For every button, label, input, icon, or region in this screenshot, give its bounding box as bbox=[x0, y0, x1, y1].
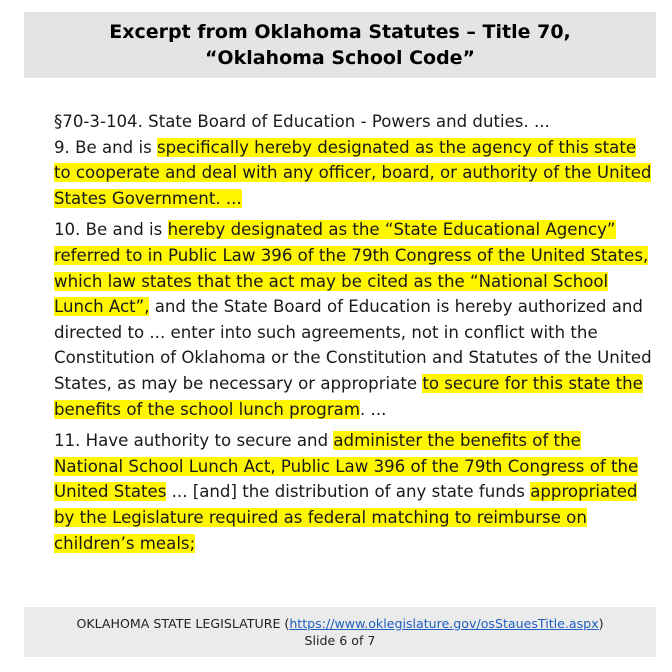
source-close: ) bbox=[598, 616, 604, 631]
item-9-lead: 9. Be and is bbox=[54, 137, 157, 157]
item-11 bbox=[54, 428, 654, 556]
item-9-highlight: specifically hereby designated as the agency of this state to cooperate and deal with any officer, board, or authority of the United States Government. ... bbox=[54, 137, 652, 208]
source-link[interactable]: https://www.oklegislature.gov/osStauesTitle.aspx bbox=[289, 616, 599, 631]
source-footer bbox=[24, 607, 656, 657]
item-10-highlight-2: to secure for this state the benefits of the school lunch program bbox=[54, 373, 643, 419]
item-11-lead: 11. Have authority to secure and bbox=[54, 431, 334, 451]
item-10-middle: and the State Board of Education is hereby authorized and directed to ... enter into such agreements, not in conflict with the Constitution of Oklahoma or the Constitution and Statutes of the United States, as may be necessary or appropriate bbox=[54, 297, 652, 393]
source-citation bbox=[76, 615, 603, 632]
slide-number: Slide 6 of 7 bbox=[304, 633, 376, 648]
item-11-middle: ... [and] the distribution of any state funds bbox=[166, 482, 531, 502]
item-10-tail: . ... bbox=[360, 399, 387, 419]
item-11-highlight-2: appropriated by the Legislature required as federal matching to reimburse on children’s meals; bbox=[54, 482, 638, 553]
title-line-1: Excerpt from Oklahoma Statutes – Title 70, bbox=[109, 21, 571, 43]
title-banner bbox=[24, 12, 656, 78]
item-10-highlight-1: hereby designated as the “State Educational Agency” referred to in Public Law 396 of the 79th Congress of the United States, which law states that the act may be cited as the “National School Lunch Act”, bbox=[54, 220, 649, 317]
statute-excerpt bbox=[54, 109, 654, 556]
title-line-2: “Oklahoma School Code” bbox=[204, 47, 476, 69]
section-heading: §70-3-104. State Board of Education - Powers and duties. ... bbox=[54, 112, 550, 131]
section-heading-and-item-9 bbox=[54, 109, 654, 211]
item-11-highlight-1: administer the benefits of the National School Lunch Act, Public Law 396 of the 79th Congress of the United States bbox=[54, 431, 639, 502]
item-10-lead: 10. Be and is bbox=[54, 220, 168, 240]
item-10 bbox=[54, 217, 654, 422]
source-label: OKLAHOMA STATE LEGISLATURE ( bbox=[76, 616, 290, 631]
